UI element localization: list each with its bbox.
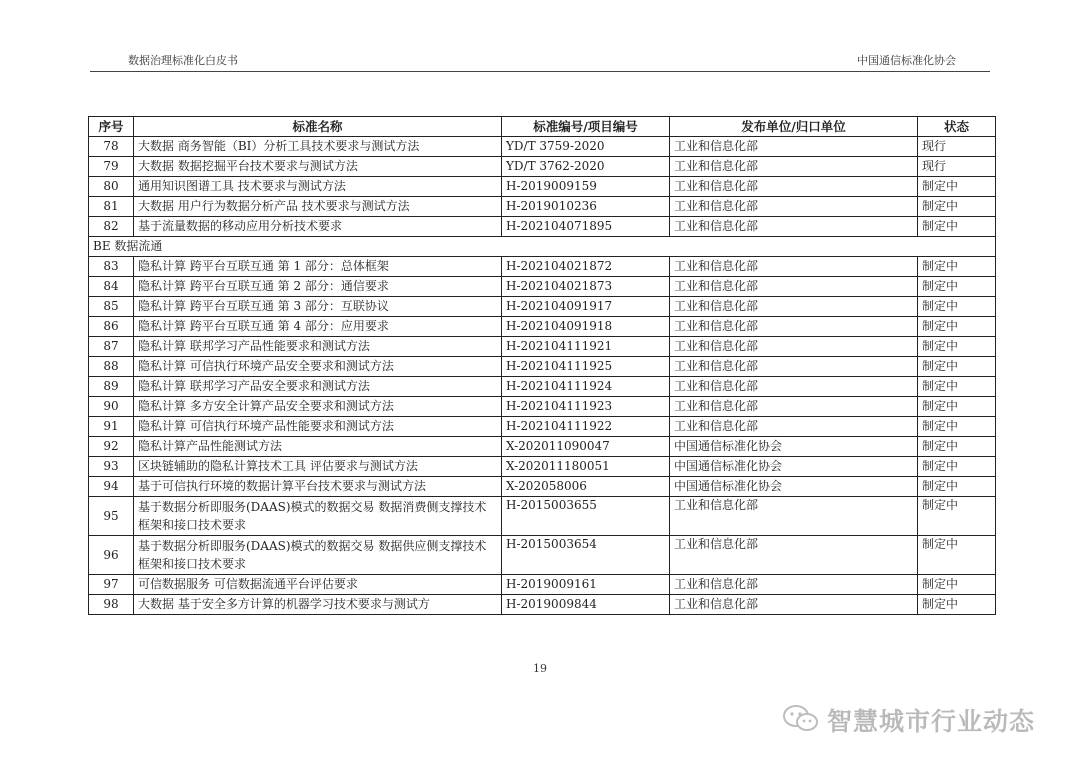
- standard-code: H-2019009159: [502, 177, 670, 197]
- standard-name: 隐私计算 联邦学习产品性能要求和测试方法: [134, 337, 502, 357]
- page-number: 19: [533, 662, 547, 675]
- table-row: [89, 217, 996, 237]
- issuing-unit: 工业和信息化部: [670, 337, 918, 357]
- column-header: 标准名称: [134, 117, 502, 137]
- table-row: [89, 177, 996, 197]
- issuing-unit: 工业和信息化部: [670, 197, 918, 217]
- wechat-icon: [781, 703, 821, 737]
- standard-name: 隐私计算 跨平台互联互通 第 2 部分：通信要求: [134, 277, 502, 297]
- issuing-unit: 工业和信息化部: [670, 217, 918, 237]
- status-cell: 制定中: [918, 417, 996, 437]
- issuing-unit: 工业和信息化部: [670, 277, 918, 297]
- header-title-left: 数据治理标准化白皮书: [128, 54, 238, 67]
- row-number: 90: [89, 397, 134, 417]
- watermark-text: 智慧城市行业动态: [827, 707, 1036, 736]
- standard-code: YD/T 3762-2020: [502, 157, 670, 177]
- status-cell: 制定中: [918, 595, 996, 615]
- table-row: [89, 337, 996, 357]
- row-number: 95: [89, 497, 134, 536]
- standard-code: H-2015003654: [502, 536, 670, 575]
- standard-name: 大数据 用户行为数据分析产品 技术要求与测试方法: [134, 197, 502, 217]
- status-cell: 制定中: [918, 536, 996, 575]
- standard-name: 大数据 数据挖掘平台技术要求与测试方法: [134, 157, 502, 177]
- status-cell: 制定中: [918, 357, 996, 377]
- table-row: [89, 575, 996, 595]
- row-number: 96: [89, 536, 134, 575]
- status-cell: 制定中: [918, 297, 996, 317]
- row-number: 79: [89, 157, 134, 177]
- table-row: [89, 377, 996, 397]
- standard-code: H-202104111922: [502, 417, 670, 437]
- standard-name: 隐私计算 联邦学习产品安全要求和测试方法: [134, 377, 502, 397]
- issuing-unit: 工业和信息化部: [670, 497, 918, 536]
- table-row: [89, 457, 996, 477]
- table-row: [89, 417, 996, 437]
- standards-table: [88, 116, 996, 615]
- standard-name: 大数据 商务智能（BI）分析工具技术要求与测试方法: [134, 137, 502, 157]
- standard-code: H-202104021873: [502, 277, 670, 297]
- table-row: [89, 277, 996, 297]
- standard-code: H-2019010236: [502, 197, 670, 217]
- standard-name: 可信数据服务 可信数据流通平台评估要求: [134, 575, 502, 595]
- row-number: 78: [89, 137, 134, 157]
- table-header-row: [89, 117, 996, 137]
- row-number: 92: [89, 437, 134, 457]
- status-cell: 制定中: [918, 437, 996, 457]
- issuing-unit: 工业和信息化部: [670, 417, 918, 437]
- row-number: 84: [89, 277, 134, 297]
- table-row: [89, 437, 996, 457]
- standard-code: H-202104071895: [502, 217, 670, 237]
- standard-name: 隐私计算 跨平台互联互通 第 4 部分：应用要求: [134, 317, 502, 337]
- status-cell: 制定中: [918, 337, 996, 357]
- status-cell: 制定中: [918, 317, 996, 337]
- standard-name: 基于可信执行环境的数据计算平台技术要求与测试方法: [134, 477, 502, 497]
- issuing-unit: 工业和信息化部: [670, 536, 918, 575]
- table-row: [89, 536, 996, 575]
- status-cell: 制定中: [918, 217, 996, 237]
- row-number: 80: [89, 177, 134, 197]
- issuing-unit: 工业和信息化部: [670, 397, 918, 417]
- issuing-unit: 工业和信息化部: [670, 297, 918, 317]
- table-row: [89, 595, 996, 615]
- standard-name: 隐私计算产品性能测试方法: [134, 437, 502, 457]
- issuing-unit: 工业和信息化部: [670, 575, 918, 595]
- standard-code: H-2019009161: [502, 575, 670, 595]
- standard-name: 基于流量数据的移动应用分析技术要求: [134, 217, 502, 237]
- status-cell: 制定中: [918, 397, 996, 417]
- standard-code: H-2015003655: [502, 497, 670, 536]
- standard-code: H-202104091918: [502, 317, 670, 337]
- status-cell: 制定中: [918, 377, 996, 397]
- row-number: 82: [89, 217, 134, 237]
- row-number: 94: [89, 477, 134, 497]
- table-row: [89, 197, 996, 217]
- header-title-right: 中国通信标准化协会: [857, 54, 956, 67]
- issuing-unit: 中国通信标准化协会: [670, 457, 918, 477]
- issuing-unit: 工业和信息化部: [670, 177, 918, 197]
- status-cell: 制定中: [918, 575, 996, 595]
- standard-code: X-202058006: [502, 477, 670, 497]
- status-cell: 制定中: [918, 277, 996, 297]
- standard-code: H-202104111924: [502, 377, 670, 397]
- table-row: [89, 297, 996, 317]
- standard-name: 隐私计算 可信执行环境产品安全要求和测试方法: [134, 357, 502, 377]
- issuing-unit: 工业和信息化部: [670, 317, 918, 337]
- standard-code: H-202104021872: [502, 257, 670, 277]
- header-divider: [90, 71, 990, 72]
- standard-code: H-2019009844: [502, 595, 670, 615]
- standard-name: 基于数据分析即服务(DAAS)模式的数据交易 数据消费侧支撑技术框架和接口技术要求: [134, 497, 502, 536]
- issuing-unit: 工业和信息化部: [670, 157, 918, 177]
- status-cell: 制定中: [918, 197, 996, 217]
- table-row: [89, 397, 996, 417]
- standard-name: 隐私计算 跨平台互联互通 第 1 部分：总体框架: [134, 257, 502, 277]
- standard-name: 隐私计算 跨平台互联互通 第 3 部分：互联协议: [134, 297, 502, 317]
- column-header: 发布单位/归口单位: [670, 117, 918, 137]
- standard-name: 区块链辅助的隐私计算技术工具 评估要求与测试方法: [134, 457, 502, 477]
- row-number: 93: [89, 457, 134, 477]
- issuing-unit: 中国通信标准化协会: [670, 477, 918, 497]
- standard-code: H-202104111921: [502, 337, 670, 357]
- status-cell: 现行: [918, 137, 996, 157]
- issuing-unit: 工业和信息化部: [670, 377, 918, 397]
- status-cell: 制定中: [918, 177, 996, 197]
- status-cell: 制定中: [918, 497, 996, 536]
- table-row: [89, 477, 996, 497]
- table-body: [89, 137, 996, 615]
- table-row: [89, 497, 996, 536]
- issuing-unit: 工业和信息化部: [670, 595, 918, 615]
- standard-name: 隐私计算 多方安全计算产品安全要求和测试方法: [134, 397, 502, 417]
- table-row: [89, 317, 996, 337]
- row-number: 83: [89, 257, 134, 277]
- section-label: BE 数据流通: [89, 237, 996, 257]
- watermark: [781, 702, 1035, 738]
- standard-code: X-202011180051: [502, 457, 670, 477]
- table-row: [89, 137, 996, 157]
- issuing-unit: 工业和信息化部: [670, 137, 918, 157]
- status-cell: 制定中: [918, 457, 996, 477]
- issuing-unit: 中国通信标准化协会: [670, 437, 918, 457]
- standard-code: H-202104111925: [502, 357, 670, 377]
- standard-code: X-202011090047: [502, 437, 670, 457]
- row-number: 86: [89, 317, 134, 337]
- row-number: 98: [89, 595, 134, 615]
- issuing-unit: 工业和信息化部: [670, 357, 918, 377]
- row-number: 81: [89, 197, 134, 217]
- standard-name: 基于数据分析即服务(DAAS)模式的数据交易 数据供应侧支撑技术框架和接口技术要求: [134, 536, 502, 575]
- standard-name: 大数据 基于安全多方计算的机器学习技术要求与测试方: [134, 595, 502, 615]
- issuing-unit: 工业和信息化部: [670, 257, 918, 277]
- row-number: 89: [89, 377, 134, 397]
- standard-name: 隐私计算 可信执行环境产品性能要求和测试方法: [134, 417, 502, 437]
- status-cell: 制定中: [918, 257, 996, 277]
- table-row: [89, 357, 996, 377]
- row-number: 91: [89, 417, 134, 437]
- column-header: 标准编号/项目编号: [502, 117, 670, 137]
- standard-code: YD/T 3759-2020: [502, 137, 670, 157]
- status-cell: 制定中: [918, 477, 996, 497]
- row-number: 85: [89, 297, 134, 317]
- row-number: 87: [89, 337, 134, 357]
- standard-code: H-202104091917: [502, 297, 670, 317]
- section-row: [89, 237, 996, 257]
- row-number: 97: [89, 575, 134, 595]
- status-cell: 现行: [918, 157, 996, 177]
- standard-name: 通用知识图谱工具 技术要求与测试方法: [134, 177, 502, 197]
- table-row: [89, 257, 996, 277]
- column-header: 序号: [89, 117, 134, 137]
- table-row: [89, 157, 996, 177]
- column-header: 状态: [918, 117, 996, 137]
- row-number: 88: [89, 357, 134, 377]
- standard-code: H-202104111923: [502, 397, 670, 417]
